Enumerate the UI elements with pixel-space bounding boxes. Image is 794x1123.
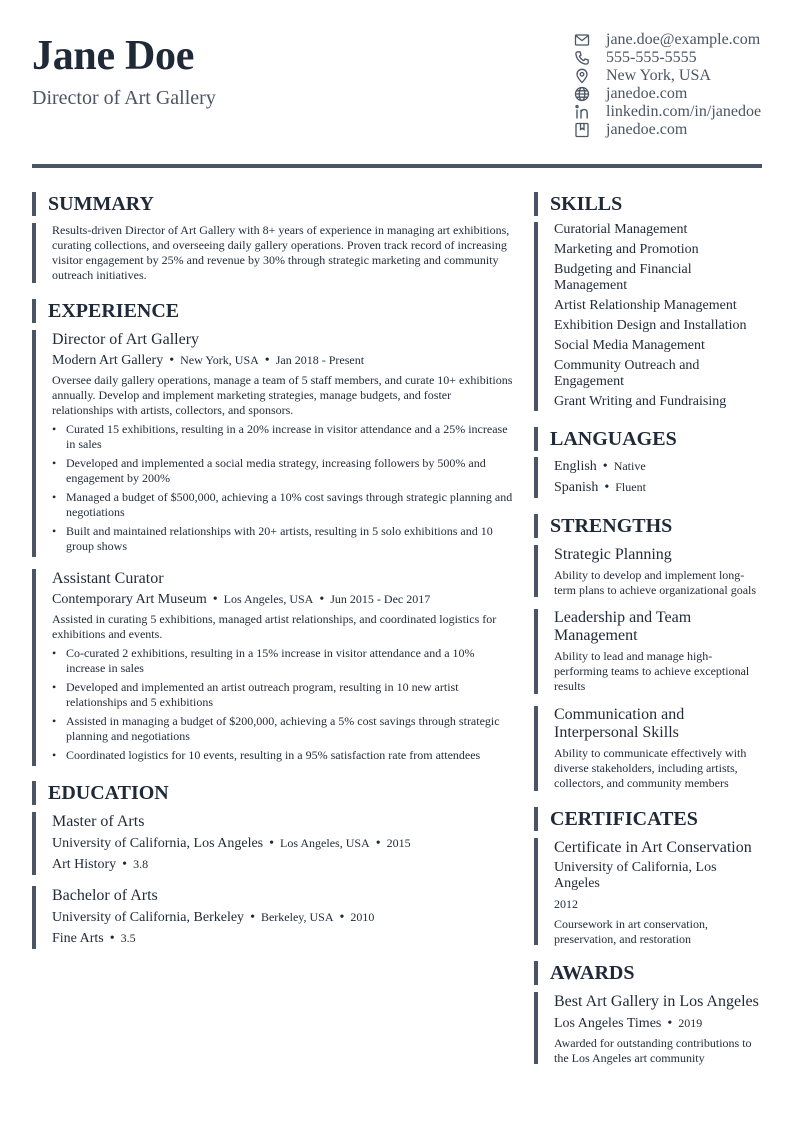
contact-location bbox=[574, 67, 774, 85]
degree-title: Master of Arts bbox=[52, 813, 145, 830]
skills-heading: SKILLS bbox=[534, 192, 762, 216]
education-field: Art History • 3.8 bbox=[52, 857, 149, 872]
job-dates: Jan 2018 - Present bbox=[275, 353, 365, 367]
certificate-year: 2012 bbox=[554, 897, 578, 911]
list-item: • Curated 15 exhibitions, resulting in a 20% increase in visitor attendance and a 25% increase in sales bbox=[52, 422, 514, 452]
job-location: New York, USA bbox=[180, 353, 259, 367]
contact-website-text: janedoe.com bbox=[606, 85, 688, 102]
experience-job-2 bbox=[32, 569, 514, 766]
list-item: • Assisted in managing a budget of $200,000, achieving a 5% cost savings through strategic planning and negotiations bbox=[52, 714, 514, 744]
language-name: English bbox=[554, 459, 597, 474]
field-of-study: Fine Arts bbox=[52, 931, 104, 946]
education-item-2 bbox=[32, 886, 514, 949]
school-name: University of California, Los Angeles bbox=[52, 836, 264, 851]
certificate-item bbox=[534, 838, 764, 945]
list-item: • Co-curated 2 exhibitions, resulting in a 15% increase in visitor attendance and a 10% increase in sales bbox=[52, 646, 514, 676]
certificates-heading: CERTIFICATES bbox=[534, 807, 762, 831]
contact-phone[interactable] bbox=[574, 49, 774, 67]
contact-phone-text: 555-555-5555 bbox=[606, 49, 697, 66]
summary-heading: SUMMARY bbox=[32, 192, 512, 216]
school-location: Berkeley, USA bbox=[260, 910, 334, 924]
certificate-issuer: University of California, Los Angeles bbox=[554, 860, 717, 891]
strength-item-3 bbox=[534, 706, 764, 791]
gpa: 3.5 bbox=[120, 931, 136, 945]
map-pin-icon bbox=[574, 68, 590, 84]
strength-title: Leadership and Team Management bbox=[554, 609, 692, 644]
header-divider bbox=[32, 164, 762, 168]
field-of-study: Art History bbox=[52, 857, 117, 872]
job-meta: Modern Art Gallery • New York, USA • Jan 2018 - Present bbox=[52, 353, 365, 368]
strength-item-1 bbox=[534, 545, 764, 597]
summary-block bbox=[32, 223, 514, 283]
education-meta: University of California, Berkeley • Berkeley, USA • 2010 bbox=[52, 910, 375, 925]
candidate-title: Director of Art Gallery bbox=[32, 87, 216, 109]
job-title: Assistant Curator bbox=[52, 570, 164, 587]
contact-location-text: New York, USA bbox=[606, 67, 711, 84]
certificate-description: Coursework in art conservation, preservation, and restoration bbox=[554, 917, 708, 946]
job-title: Director of Art Gallery bbox=[52, 331, 200, 348]
list-item: • Developed and implemented a social media strategy, increasing followers by 500% and engagement by 200% bbox=[52, 456, 514, 486]
strength-title: Strategic Planning bbox=[554, 546, 672, 563]
strength-description: Ability to develop and implement long-term plans to achieve organizational goals bbox=[554, 568, 757, 597]
job-meta: Contemporary Art Museum • Los Angeles, USA • Jun 2015 - Dec 2017 bbox=[52, 592, 431, 607]
strength-title: Communication and Interpersonal Skills bbox=[554, 706, 685, 741]
language-item: Spanish • Fluent bbox=[554, 480, 646, 495]
award-year: 2019 bbox=[678, 1016, 703, 1030]
contact-portfolio-text: janedoe.com bbox=[606, 121, 688, 138]
education-meta: University of California, Los Angeles • Los Angeles, USA • 2015 bbox=[52, 836, 411, 851]
award-item bbox=[534, 992, 764, 1064]
job-description: Assisted in curating 5 exhibitions, managed artist relationships, and coordinated logistics for exhibitions and events. bbox=[52, 612, 497, 641]
job-location: Los Angeles, USA bbox=[223, 592, 314, 606]
list-item: • Built and maintained relationships with 20+ artists, resulting in 5 solo exhibitions and 10 group shows bbox=[52, 524, 514, 554]
award-meta: Los Angeles Times • 2019 bbox=[554, 1016, 703, 1031]
school-location: Los Angeles, USA bbox=[280, 836, 370, 850]
list-item: • Developed and implemented an artist outreach program, resulting in 10 new artist relationships and 5 exhibitions bbox=[52, 680, 514, 710]
experience-heading: EXPERIENCE bbox=[32, 299, 512, 323]
contact-email[interactable] bbox=[574, 31, 774, 49]
job-company: Contemporary Art Museum bbox=[52, 592, 207, 607]
certificate-title: Certificate in Art Conservation bbox=[554, 839, 752, 856]
strength-item-2 bbox=[534, 609, 764, 694]
job-company: Modern Art Gallery bbox=[52, 353, 164, 368]
award-issuer: Los Angeles Times bbox=[554, 1016, 662, 1031]
contact-website[interactable] bbox=[574, 85, 774, 103]
list-item: • Coordinated logistics for 10 events, resulting in a 95% satisfaction rate from attendees bbox=[52, 748, 514, 763]
mail-icon bbox=[574, 32, 590, 48]
list-item: • Managed a budget of $500,000, achieving a 10% cost savings through strategic planning and negotiations bbox=[52, 490, 514, 520]
education-heading: EDUCATION bbox=[32, 781, 512, 805]
summary-text: Results-driven Director of Art Gallery with 8+ years of experience in managing art exhibitions, curating collections, and overseeing daily gallery operations. Proven track record of increasing visitor engagement by 25% and revenue by 30% through strategic marketing and community outreach initiatives. bbox=[52, 223, 510, 282]
job-description: Oversee daily gallery operations, manage a team of 5 staff members, and curate 10+ exhibitions annually. Develop and implement marketing strategies, manage budgets, and foster relationships with artists, collectors, and sponsors. bbox=[52, 373, 513, 417]
languages-block bbox=[534, 457, 764, 498]
contact-portfolio[interactable] bbox=[574, 121, 774, 139]
skill-item: Budgeting and Financial Management bbox=[554, 262, 692, 293]
skill-item: Exhibition Design and Installation bbox=[554, 318, 747, 333]
strengths-heading: STRENGTHS bbox=[534, 514, 762, 538]
contact-linkedin[interactable] bbox=[574, 103, 774, 121]
education-field: Fine Arts • 3.5 bbox=[52, 931, 136, 946]
skill-item: Grant Writing and Fundraising bbox=[554, 394, 727, 409]
gpa: 3.8 bbox=[133, 857, 149, 871]
candidate-name: Jane Doe bbox=[32, 33, 195, 79]
job-achievements bbox=[52, 422, 514, 554]
education-item-1 bbox=[32, 812, 514, 875]
award-title: Best Art Gallery in Los Angeles bbox=[554, 993, 759, 1010]
phone-icon bbox=[574, 50, 590, 66]
linkedin-icon bbox=[574, 104, 590, 120]
strength-description: Ability to communicate effectively with diverse stakeholders, including artists, collectors, and community members bbox=[554, 746, 747, 790]
graduation-year: 2010 bbox=[350, 910, 375, 924]
languages-heading: LANGUAGES bbox=[534, 427, 762, 451]
degree-title: Bachelor of Arts bbox=[52, 887, 158, 904]
language-level: Fluent bbox=[615, 480, 646, 494]
skill-item: Social Media Management bbox=[554, 338, 705, 353]
skills-block bbox=[534, 222, 764, 411]
language-item: English • Native bbox=[554, 459, 646, 474]
skill-item: Curatorial Management bbox=[554, 222, 688, 237]
contact-list bbox=[574, 31, 774, 139]
bookmark-icon bbox=[574, 122, 590, 138]
award-description: Awarded for outstanding contributions to the Los Angeles art community bbox=[554, 1036, 752, 1065]
skill-item: Community Outreach and Engagement bbox=[554, 358, 700, 389]
skill-item: Marketing and Promotion bbox=[554, 242, 699, 257]
school-name: University of California, Berkeley bbox=[52, 910, 245, 925]
job-achievements bbox=[52, 646, 514, 763]
awards-heading: AWARDS bbox=[534, 961, 762, 985]
job-dates: Jun 2015 - Dec 2017 bbox=[330, 592, 431, 606]
contact-linkedin-text: linkedin.com/in/janedoe bbox=[606, 103, 762, 120]
contact-email-text: jane.doe@example.com bbox=[606, 31, 761, 48]
strength-description: Ability to lead and manage high-performing teams to achieve exceptional results bbox=[554, 649, 750, 693]
graduation-year: 2015 bbox=[386, 836, 411, 850]
language-name: Spanish bbox=[554, 480, 599, 495]
language-level: Native bbox=[613, 459, 646, 473]
experience-job-1 bbox=[32, 330, 514, 557]
globe-icon bbox=[574, 86, 590, 102]
skill-item: Artist Relationship Management bbox=[554, 298, 737, 313]
